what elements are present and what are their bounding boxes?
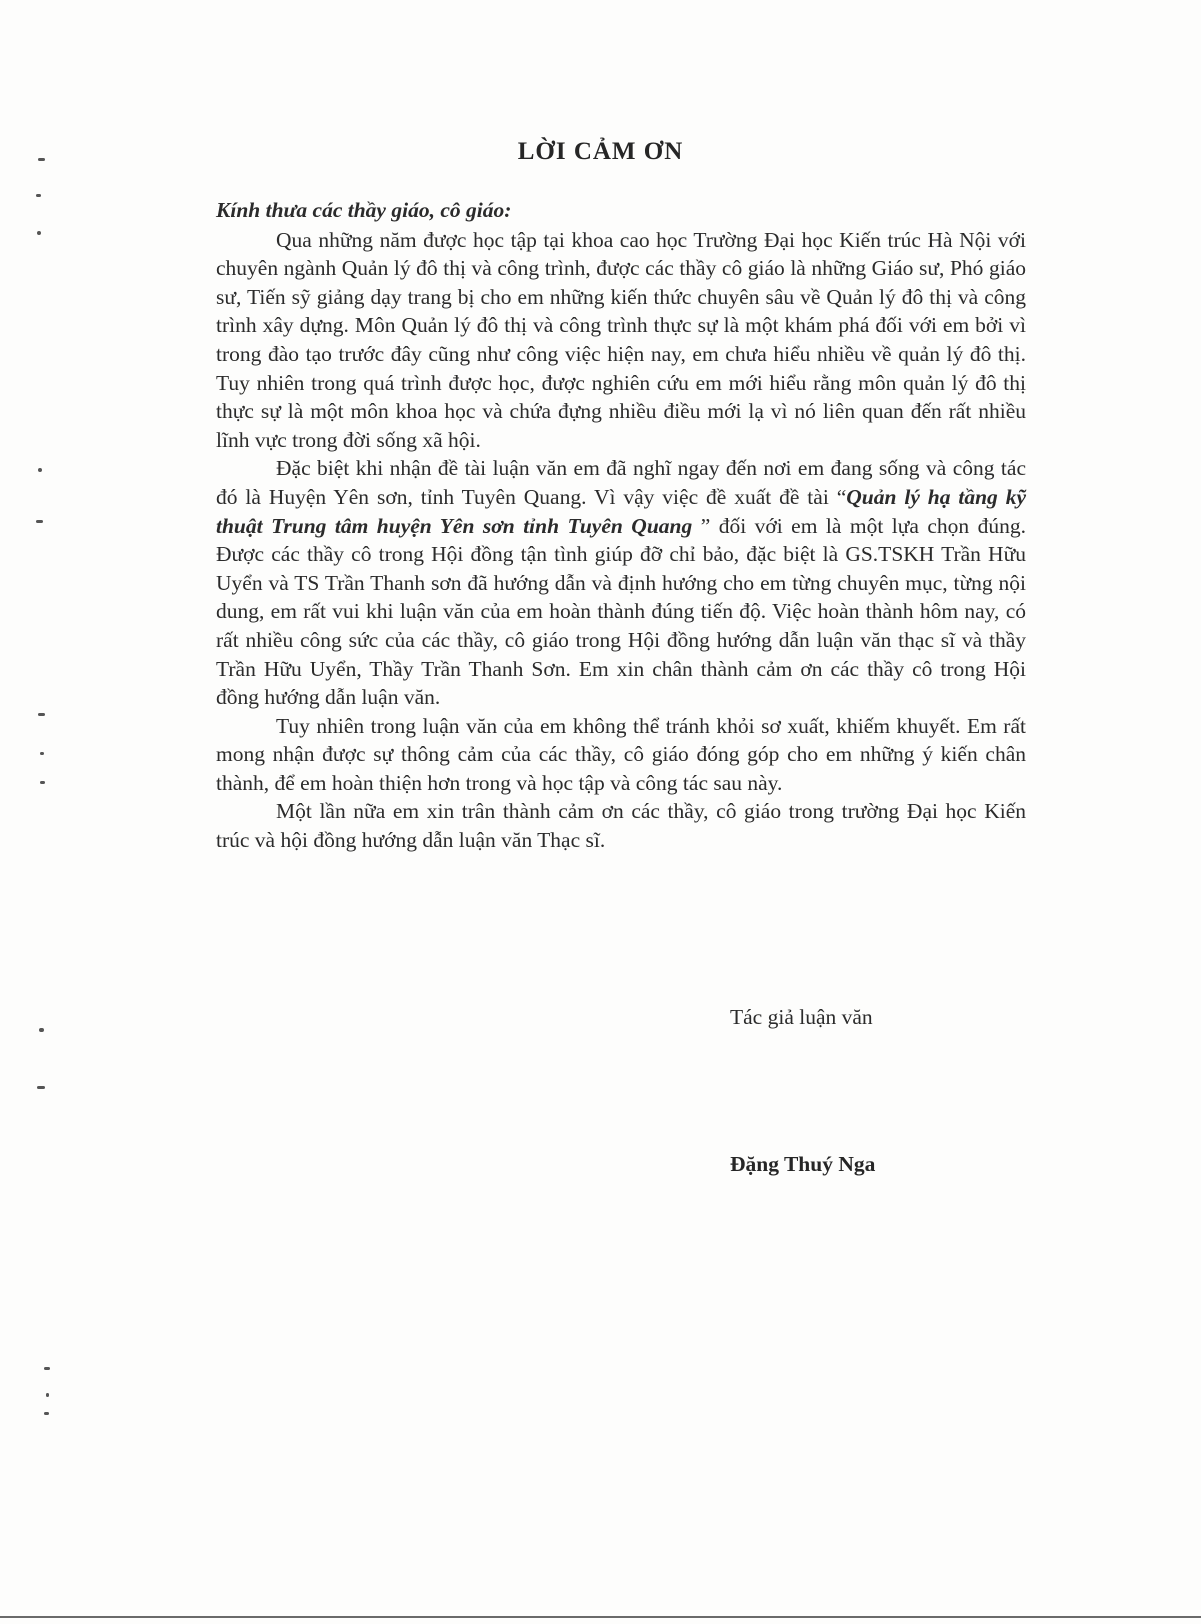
paragraph-4: Một lần nữa em xin trân thành cảm ơn các thầy, cô giáo trong trường Đại học Kiến trúc và hội đồng hướng dẫn luận văn Thạc sĩ. xyxy=(216,799,1026,853)
salutation: Kính thưa các thầy giáo, cô giáo: xyxy=(216,198,512,222)
scan-mark xyxy=(38,158,45,161)
paragraph-2 xyxy=(216,454,1026,711)
scan-mark xyxy=(38,713,45,716)
scan-mark xyxy=(40,781,45,784)
scan-mark xyxy=(37,231,41,235)
paragraph-1: Qua những năm được học tập tại khoa cao học Trường Đại học Kiến trúc Hà Nội với chuyên ngành Quản lý đô thị và công trình, được các thầy cô giáo là những Giáo sư, Phó giáo sư, Tiến sỹ giảng dạy trang bị cho em những kiến thức chuyên sâu về Quản lý đô thị và công trình xây dựng. Môn Quản lý đô thị và công trình thực sự là một khám phá đối với em bởi vì trong đào tạo trước đây cũng như công việc hiện nay, em chưa hiểu nhiều về quản lý đô thị. Tuy nhiên trong quá trình được học, được nghiên cứu em mới hiểu rằng môn quản lý đô thị thực sự là một môn khoa học và chứa đựng nhiều điều mới lạ vì nó liên quan đến rất nhiều lĩnh vực trong đời sống xã hội. xyxy=(216,227,1026,452)
scan-mark xyxy=(46,1393,49,1397)
scan-mark xyxy=(38,468,42,472)
page-title: LỜI CẢM ƠN xyxy=(517,138,684,165)
letter-body xyxy=(216,196,1026,855)
author-label: Tác giả luận văn xyxy=(730,1005,873,1029)
scan-mark xyxy=(44,1367,50,1370)
scan-edge-line xyxy=(0,1616,1201,1618)
scan-mark xyxy=(36,194,41,197)
scan-mark xyxy=(39,1028,44,1032)
scan-mark xyxy=(36,520,43,523)
author-name: Đặng Thuý Nga xyxy=(730,1152,876,1176)
scan-mark xyxy=(44,1412,49,1415)
scan-mark xyxy=(40,752,44,755)
scan-mark xyxy=(37,1086,45,1089)
paragraph-3: Tuy nhiên trong luận văn của em không thể tránh khỏi sơ xuất, khiếm khuyết. Em rất mong nhận được sự thông cảm của các thầy, cô giáo đóng góp cho em những ý kiến chân thành, để em hoàn thiện hơn trong và học tập và công tác sau này. xyxy=(216,713,1026,795)
thesis-title: Quản lý hạ tầng kỹ thuật Trung tâm huyện Yên sơn tỉnh Tuyên Quang xyxy=(216,484,1026,538)
paragraph-2-intro: Đặc biệt khi nhận đề tài luận văn em đã nghĩ ngay đến nơi em đang sống và công tác đó là Huyện Yên sơn, tỉnh Tuyên Quang. Vì vậy việc đề xuất đề tài “ xyxy=(216,456,1026,509)
paragraph-2-rest: ” đối với em là một lựa chọn đúng. Được các thầy cô trong Hội đồng tận tình giúp đỡ chỉ bảo, đặc biệt là GS.TSKH Trần Hữu Uyển và TS Trần Thanh sơn đã hướng dẫn và định hướng cho em từng chuyên mục, từng nội dung, em rất vui khi luận văn của em hoàn thành đúng tiến độ. Việc hoàn thành hôm nay, có rất nhiều công sức của các thầy, cô giáo trong Hội đồng hướng dẫn luận văn thạc sĩ và thầy Trần Hữu Uyển, Thầy Trần Thanh Sơn. Em xin chân thành cảm ơn các thầy cô trong Hội đồng hướng dẫn luận văn. xyxy=(216,513,1026,710)
